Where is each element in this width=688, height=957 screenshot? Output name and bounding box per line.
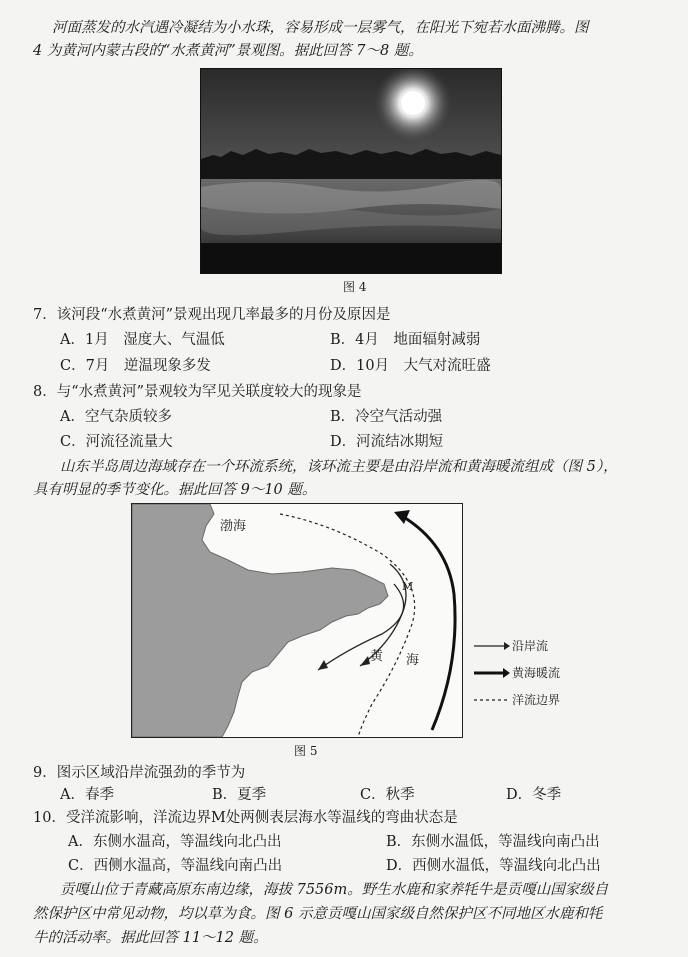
q7-option-b[interactable]: B．4月 地面辐射减弱 — [330, 332, 481, 348]
intro3-line3: 牛的活动率。据此回答 11～12 题。 — [33, 930, 268, 946]
q7-option-c[interactable]: C．7月 逆温现象多发 — [60, 358, 211, 374]
q10-option-b[interactable]: B．东侧水温低，等温线向南凸出 — [386, 834, 600, 850]
thin-arrow-icon — [474, 641, 510, 651]
q7-stem: 7．该河段“水煮黄河”景观出现几率最多的月份及原因是 — [33, 307, 391, 323]
thick-arrow-icon — [474, 668, 510, 678]
legend-warm-current — [474, 664, 560, 681]
legend-boundary-label: 洋流边界 — [512, 693, 561, 707]
intro2-line1: 山东半岛周边海域存在一个环流系统，该环流主要是由沿岸流和黄海暖流组成（图 5）， — [60, 459, 618, 475]
figure4-caption: 图 4 — [343, 280, 367, 294]
q10-option-a[interactable]: A．东侧水温高，等温线向北凸出 — [68, 834, 282, 850]
label-huang: 黄 — [370, 649, 384, 664]
q8-stem: 8．与“水煮黄河”景观较为罕见关联度较大的现象是 — [33, 384, 362, 400]
q9-option-a[interactable]: A．春季 — [60, 787, 114, 803]
q8-option-b[interactable]: B．冷空气活动强 — [330, 409, 443, 425]
intro2-line2: 具有明显的季节变化。据此回答 9～10 题。 — [33, 482, 317, 498]
q9-stem: 9．图示区域沿岸流强劲的季节为 — [33, 765, 246, 781]
q8-option-d[interactable]: D．河流结冰期短 — [330, 434, 444, 450]
legend-coastal-current — [474, 637, 548, 654]
land-area — [132, 504, 388, 737]
label-bohai: 渤海 — [220, 519, 247, 534]
q8-option-c[interactable]: C．河流径流量大 — [60, 434, 173, 450]
q9-option-d[interactable]: D．冬季 — [506, 787, 562, 803]
q7-option-a[interactable]: A．1月 湿度大、气温低 — [60, 332, 225, 348]
figure5-caption: 图 5 — [294, 744, 318, 758]
label-hai: 海 — [406, 653, 420, 668]
q8-option-a[interactable]: A．空气杂质较多 — [60, 409, 172, 425]
shandong-current-map — [131, 503, 463, 738]
intro1-line2: 4 为黄河内蒙古段的“水煮黄河”景观图。据此回答 7～8 题。 — [33, 43, 423, 59]
q9-option-b[interactable]: B．夏季 — [212, 787, 267, 803]
intro1-line1: 河面蒸发的水汽遇冷凝结为小水珠，容易形成一层雾气，在阳光下宛若水面沸腾。图 — [52, 20, 589, 36]
q7-option-d[interactable]: D．10月 大气对流旺盛 — [330, 358, 491, 374]
intro3-line1: 贡嘎山位于青藏高原东南边缘，海拔 7556m。野生水鹿和家养牦牛是贡嘎山国家级自 — [60, 882, 609, 898]
label-m: M — [402, 580, 414, 593]
q9-option-c[interactable]: C．秋季 — [360, 787, 415, 803]
yellow-river-steam-photo — [200, 68, 502, 274]
q10-stem: 10．受洋流影响，洋流边界M处两侧表层海水等温线的弯曲状态是 — [33, 810, 458, 826]
intro3-line2: 然保护区中常见动物，均以草为食。图 6 示意贡嘎山国家级自然保护区不同地区水鹿和牦 — [33, 906, 603, 922]
q10-option-d[interactable]: D．西侧水温低，等温线向北凸出 — [386, 858, 601, 874]
legend-boundary — [474, 691, 560, 708]
legend-coastal-label: 沿岸流 — [512, 639, 549, 653]
q10-option-c[interactable]: C．西侧水温高，等温线向南凸出 — [68, 858, 283, 874]
dashed-line-icon — [474, 695, 510, 705]
warm-current-arrow — [402, 516, 455, 730]
legend-warm-label: 黄海暖流 — [512, 666, 561, 680]
